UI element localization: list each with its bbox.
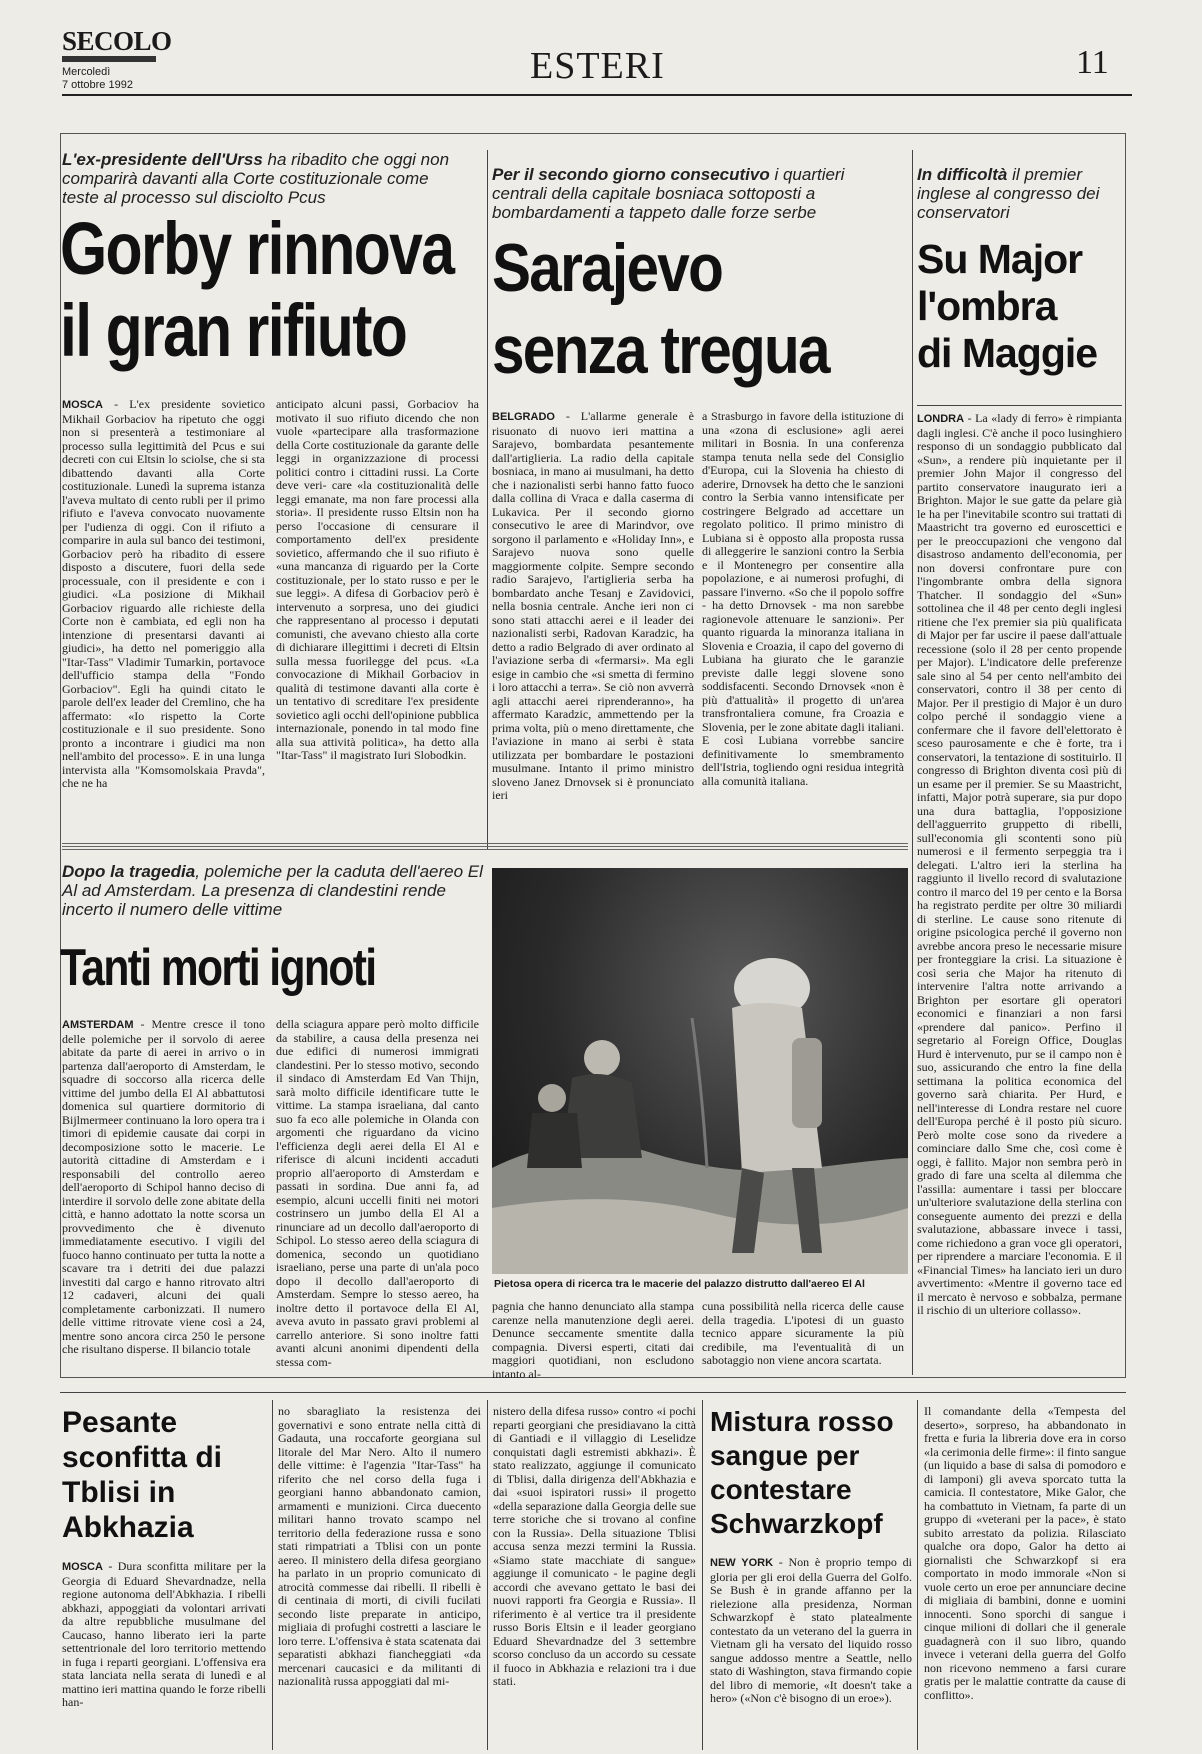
major-body: LONDRA - La «lady di ferro» è rimpianta dagli inglesi. C'è anche il poco lusinghiero responso di un sondaggio pubblicato dal «Sun», a rendere più inquietante per il premier John Major il congresso del partito conservatore inaugurato ieri a Brighton. Major le sue gatte da pelare già le ha per l'inevitabile scontro sui trattati di Maastricht tra governo ed euroscettici e per le preoccupazioni che vengono dal disastroso andamento dell'economia, per non doversi confrontare pure con l'ingombrante ombra della signora Thatcher. Il sondaggio del «Sun» sottolinea che il 48 per cento degli inglesi ritiene che l'ex premier sia più qualificata di Major per far uscire il paese dall'attuale recessione (solo il 28 per cento propende per Major). L'indicatore delle preferenze sale sino al 54 per cento nell'ambito dei conservatori, contro il 38 per cento di Major. Per il prestigio di Major è un duro colpo perché il sondaggio viene a confermare che il favore dell'elettorato è sceso paurosamente e che è forte, tra i conservatori, la tentazione di sostituirlo. Il congresso di Brighton diventa così più di un esame per il premier. Se su Maastricht, infatti, Major potrà superare, sia pur dopo una dura battaglia, l'opposizione dell'agguerrito gruppetto di ribelli, sull'economia gli scontenti sono più numerosi e il fermento serpeggia tra i delegati. L'altro ieri la sterlina ha raggiunto il livello record di svalutazione contro il marco del 19 per cento e la Borsa ha registrato perdite per oltre 30 miliardi di sterline. Le cause sono ritenute di origine psicologica perché il governo non avrebbe ancora preso le necessarie misure per fronteggiare la crisi. La situazione è così seria che Major ha ritenuto di intervenire l'altra notte arrivando a Brighton per esortare gli operatori economici e finanziari a non farsi «prendere dal panico». Perfino il segretario al Foreign Office, Douglas Hurd è intervenuto, pur se il campo non è suo, assicurando che entro la fine della settimana la politica economica del governo sarà chiarita. Per Hurd, e nell'interesse di Londra restare nel cuore dell'Europa perché è il posto più sicuro. Però molte cose sono da rivedere a cominciare dallo Sme che, così come è oggi, è fallito. Major non sembra però in grado di fare una scelta al dilemma che l'assilla: aumentare i tassi per bloccare un'ulteriore svalutazione della sterlina con conseguente aumento dei prezzi e della svalutazione, abbassare invece i tassi, come richiedono a gran voce gli operatori, per riprendere a marciare l'economia. E il «Financial Times» ha lanciato ieri un duro avvertimento: «Mentre il governo tace ed il mercato è nervoso e sobbalza, permane il rischio di un ulteriore collasso». <box>917 411 1122 1317</box>
amsterdam-headline: Tanti morti ignoti <box>60 939 376 997</box>
column-divider <box>487 1400 488 1750</box>
gorby-kicker: L'ex-presidente dell'Urss ha ribadito che oggi non comparirà davanti alla Corte costituzionale come teste al processo sul disciolto Pcus <box>62 150 450 207</box>
column-divider <box>917 1400 918 1750</box>
sarajevo-body-col1: BELGRADO - L'allarme generale è risuonato di nuovo ieri mattina a Sarajevo, bombardata pesantemente dall'artiglieria. La radio della capitale bosniaca, in mano ai musulmani, ha detto che i nazionalisti serbi hanno fatto fuoco dalla collina di Vraca e dalla caserma di Lukavica. Per il secondo giorno consecutivo le aree di Marindvor, ove sorgono il parlamento e «Holiday Inn», e Sarajevo nuova sono quelle maggiormente colpite. Sempre secondo radio Sarajevo, l'artiglieria serba ha bombardato anche Tesanj e Zavidovici, nella bosnia centrale. Anche ieri non ci sono stati attacchi aerei e il leader dei nazionalisti serbi, Radovan Karadzic, ha detto a radio Belgrado di aver ordinato al l'aviazione serba di «fermarsi». Ma egli esige in cambio che «si smetta di fermino i loro attacchi a terra». Se ciò non avverrà agli attacchi aerei riprenderanno», ha affermato Karadzic, ammettendo per la prima volta, più o meno direttamente, che l'aviazione in mano ai serbi è stata utilizzata per bombardare le postazioni musulmane. Intanto il primo ministro sloveno Janez Drnovsek si è pronunciato ieri <box>492 409 694 802</box>
major-headline-line2: l'ombra <box>917 283 1057 329</box>
amsterdam-body-col3: pagnia che hanno denunciato alla stampa carenze nella manutenzione degli aerei. Denunce seccamente smentite dalla compagnia. Diversi esperti, citati dai maggiori quotidiani, non escludono intanto al- <box>492 1299 694 1381</box>
sarajevo-headline-line2: senza tregua <box>492 312 829 388</box>
tblisi-body-col2: no sbaragliato la resistenza dei governativi e sono entrate nella città di Gadauta, una roccaforte georgiana sul litorale del Mar Nero. Alto il numero delle vittime: è l'agenzia "Itar-Tass" ha riferito che nel corso della fuga i georgiani hanno abbandonato camion, armamenti e munizioni. Circa duecento militari hanno trovato scampo nel territorio della federazione russa e sono stati rimpatriati a Tblisi con un ponte aereo. Il ministero della difesa georgiano ha parlato in un proprio comunicato di atrocità commesse dai ribelli. Il ribelli è di centinaia di morti, di civili fucilati secondo liste preparate in anticipo, migliaia di profughi costretti a lasciare le loro terre. L'offensiva è stata scatenata dai separatisti abkhazi fiancheggiati «da mercenari caucasici e da militanti di nazionalità russa appoggiati dal mi- <box>278 1404 481 1688</box>
amsterdam-kicker: Dopo la tragedia, polemiche per la caduta dell'aereo El Al ad Amsterdam. La presenza di clandestini rende incerto il numero delle vittime <box>62 862 483 919</box>
tblisi-headline: Pesante sconfitta di Tblisi in Abkhazia <box>62 1406 223 1544</box>
column-divider <box>912 150 913 1375</box>
sarajevo-headline-line1: Sarajevo <box>492 230 723 306</box>
schwarzkopf-body-col1: NEW YORK - Non è proprio tempo di gloria per gli eroi della Guerra del Golfo. Se Bush è in grande affanno per la rielezione alla presidenza, Norman Schwarzkopf è stato platealmente contestato da un veterano del la guerra in Vietnam gli ha versato del liquido rosso sangue addosso mentre a Seattle, nello stato di Washington, stava firmando copie del libro di memorie, «It doesn't take a hero» («Non c'è bisogno di un eroe»). <box>710 1555 912 1705</box>
sarajevo-body-col2: a Strasburgo in favore della istituzione di una «zona di esclusione» agli aerei militari in Bosnia. In una conferenza stampa tenuta nella sede del Consiglio d'Europa, cui la Slovenia ha chiesto di aderire, Drnovsek ha detto che le sanzioni contro la Serbia vanno intensificate per costringere Belgrado ad accettare un regolato politico. Il primo ministro di Lubiana si è opposto alla proposta russa di alleggerire le sanzioni contro la Serbia e il Montenegro per consentire alla popolazione, e ai numerosi profughi, di passare l'inverno. «So che il popolo soffre - ha detto Drnovsek - ma non sarebbe ragionevole attenuare le sanzioni». Per quanto riguarda la minoranza italiana in Slovenia e Croazia, il capo del governo di Lubiana ha giurato che le garanzie previste dalle leggi slovene sono soddisfacenti. Secondo Drnovsek «non è più d'attualità» il progetto di un'area transfrontaliera comune, fra Croazia e Slovenia, per le zone abitate dagli italiani. E così Lubiana vorrebbe sancire definitivamente lo smembramento dell'Istria, togliendo ogni residua integrità alla comunità italiana. <box>702 409 904 788</box>
schwarzkopf-headline: Mistura rosso sangue per contestare Schwarzkopf <box>710 1406 894 1539</box>
schwarzkopf-body-col2: Il comandante della «Tempesta del deserto», sorpreso, ha abbandonato in fretta e furia la libreria dove era in corso «la cerimonia delle firme»: il finto sangue (un liquido a base di salsa di pomodoro e di lamponi) gli aveva sporcato tutta la camicia. Il contestatore, Mike Galor, che ha combattuto in Vietnam, fa parte di un gruppo di «veterani per la pace», è stato subito arrestato da polizia. Rilasciato qualche ora dopo, Galor ha detto ai giornalisti che Schwarzkopf si era comportato in modo immorale «Non si vuole certo un eroe per annunciare decine di migliaia di bambini, donne e uomini innocenti. Sono sporchi di sangue i cinque milioni di dollari che il generale guadagnerà con il suo libro, quando invece i veterani della guerra del Golfo non ricevono nemmeno a farsi curare gratis per le malattie contratte da cause di conflitto». <box>924 1404 1126 1702</box>
sarajevo-kicker: Per il secondo giorno consecutivo i quartieri centrali della capitale bosniaca sottoposti a bombardamenti a tappeto dalle forze serbe <box>492 165 845 222</box>
section-title: ESTERI <box>530 45 665 87</box>
rescue-scene-illustration <box>492 868 908 1274</box>
page-number: 11 <box>1076 44 1109 81</box>
gorby-body-col2: anticipato alcuni passi, Gorbaciov ha motivato il suo rifiuto dicendo che non vuole «partecipare alla trasformazione della Corte costituzionale da garante delle leggi in organizzazione di processi politici contro i cittadini russi. La Corte deve veri- care «la costituzionalità delle leggi emanate, ma non fare processi alla storia». Il presidente russo Eltsin non ha perso l'occasione di censurare il comportamento dell'ex presidente sovietico, affermando che il suo rifiuto è «una mancanza di riguardo per la Corte costituzionale, per lo stato russo e per le sue leggi». A difesa di Gorbaciov però è intervenuto a sorpresa, uno dei giudici che rappresentano al processo i deputati comunisti, che avevano chiesto alla corte di dichiarare illegittimi i decreti di Eltsin sulla messa fuorilegge del pcus. «La convocazione di Mikhail Gorbaciov in qualità di testimone davanti alla corte è un tentativo di screditare l'ex presidente sovietico agli occhi dell'opinione pubblica internazionale, ponendo in tal modo fine alla sua attività politica», ha detto alla "Itar-Tass" il magistrato Iuri Slobodkin. <box>276 397 479 762</box>
major-kicker: In difficoltà il premier inglese al congresso dei conservatori <box>917 165 1100 222</box>
issue-date: 7 ottobre 1992 <box>62 79 133 91</box>
masthead <box>0 0 1202 95</box>
tblisi-dateline: MOSCA <box>62 1561 103 1573</box>
column-divider <box>272 1400 273 1750</box>
gorby-headline-line2: il gran rifiuto <box>60 289 407 372</box>
photo-caption: Pietosa opera di ricerca tra le macerie del palazzo distrutto dall'aereo El Al <box>494 1278 865 1290</box>
gorby-body-col1: MOSCA - L'ex presidente sovietico Mikhail Gorbaciov ha ripetuto che oggi non si presenterà a testimoniare al processo sulla legittimità del Pcus e sui decreti con cui Eltsin lo sciolse, che si sta dibattendo davanti alla Corte costituzionale. Lunedì la suprema istanza l'aveva multato di cento rubli per il primo rifiuto e l'aveva convocato nuovamente per l'udienza di oggi. Con il rifiuto a comparire in aula sul banco dei testimoni, Gorbaciov però ha ribadito di essere disposto a discutere, fuori della sede processuale, con il presidente e con i giudici. «La posizione di Mikhail Gorbaciov riguardo alle richieste della Corte non è cambiata, ed egli non ha intenzione di presentarsi davanti ai giudici», ha detto nel pomeriggio alla "Itar-Tass" Vladimir Tumarkin, portavoce dell'ufficio stampa della "Fondo Gorbaciov". Egli ha quindi citato le parole dell'ex leader del Cremlino, che ha affermato: «Io rispetto la Corte costituzionale e il suo presidente. Sono pronto a incontrare i giudici ma non nell'ambito del processo». E in una lunga intervista alla "Komsomolskaia Pravda", che ne ha <box>62 397 265 790</box>
column-divider <box>487 150 488 850</box>
tblisi-body-col1: MOSCA - Dura sconfitta militare per la Georgia di Eduard Shevardnadze, nella regione autonoma dell'Abkhazia. I ribelli abkhazi, appoggiati da volontari arrivati da altre repubbliche musulmane del Caucaso, hanno liberato ieri la parte settentrionale del loro territorio mettendo in fuga i reparti georgiani. L'offensiva era stata lanciata nella serata di lunedì e al mattino ieri mattina quando le forze ribelli han- <box>62 1559 266 1709</box>
amsterdam-body-col4: cuna possibilità nella ricerca delle cause della tragedia. L'ipotesi di un guasto tecnico appare sicuramente la più credibile, ma l'eventualità di un sabotaggio non viene ancora scartata. <box>702 1299 904 1367</box>
schwarzkopf-dateline: NEW YORK <box>710 1557 774 1569</box>
column-divider <box>702 1400 703 1750</box>
major-dateline: LONDRA <box>917 413 965 425</box>
tblisi-body-col3: nistero della difesa russo» contro «i pochi reparti georgiani che presidiavano la città di Gantiadi e il villaggio di Leselidze conquistati dagli estremisti abkhazi». È stato realizzato, aggiunge il comunicato di Tblisi, dalla dirigenza dell'Abkhazia e dai «suoi ispiratori russi» il progetto «della separazione dalla Georgia delle sue terre storiche che si trovano al confine con la Russia». Della situazione Tblisi accusa senza mezzi termini la Russia. «Siamo state macchiate di sangue» aggiunge il comunicato - le pagine degli accordi che avevano gettato le basi dei nuovi rapporti fra Georgia e Russia». Il riferimento è al vertice tra il presidente russo Boris Eltsin e il leader georgiano Eduard Shevardnadze del 3 settembre scorso concluso da un accordo su cessate il fuoco in Abkhazia e relazioni tra i due stati. <box>493 1404 696 1688</box>
section-divider <box>62 842 908 850</box>
gorby-dateline: MOSCA <box>62 399 103 411</box>
major-headline <box>917 236 1122 377</box>
issue-day: Mercoledì <box>62 66 111 78</box>
amsterdam-body-col2: della sciagura appare però molto difficile da stabilire, a causa della presenza nei due edifici di numerosi immigrati clandestini. Per lo stesso motivo, secondo il sindaco di Amsterdam Ed Van Thijn, sarà molto difficile identificare tutte le vittime. La stampa israeliana, dal canto suo fa eco alle polemiche in Olanda con argomenti che riguardano da vicino l'efficienza degli aerei della El Al e riferisce di alcuni incidenti accaduti proprio all'aeroporto di Amsterdam e passati in sordina. Due anni fa, ad esempio, alcuni uccelli finiti nei motori costrinsero un jumbo della El Al a rinunciare ad un decollo dall'aeroporto di Schipol. Lo stesso aereo della sciagura di domenica, secondo un quotidiano israeliano, perse una parte di un'ala poco dopo il decollo dall'aeroporto di Amsterdam. Sempre lo stesso aereo, ha inoltre detto il portavoce della El Al, aveva avuto in passato gravi problemi al carrello anteriore. Si sono inoltre fatti avanti alcuni anonimi dipendenti della stessa com- <box>276 1017 479 1369</box>
newspaper-logo: SECOLO <box>62 26 172 56</box>
major-headline-line3: di Maggie <box>917 330 1098 376</box>
amsterdam-body-col1: AMSTERDAM - Mentre cresce il tono delle polemiche per il sorvolo di aeree abitate da parte di aerei in arrivo o in partenza dall'aeroporto di Amsterdam, le squadre di soccorso alla ricerca delle vittime del jumbo della El Al abbattutosi domenica sul quartiere dormitorio di Bijlmermeer continuano la loro opera tra i timori di epidemie causate dai corpi in decomposizione sotto le macerie. Le autorità cittadine di Amsterdam e i responsabili del controllo aereo dell'aeroporto di Schipol hanno deciso di interdire il sorvolo delle zone abitate della città, e hanno adottato la notte scorsa un provvedimento che è divenuto immediatamente esecutivo. I vigili del fuoco hanno continuato per tutta la notte a scavare tra i detriti dei due palazzi investiti dal cargo e hanno ritrovato altri 12 cadaveri, alcuni dei quali completamente carbonizzati. Il numero delle vittime ritrovate viene così a 24, mentre sono ancora circa 250 le persone che risultano disperse. Il bilancio totale <box>62 1017 265 1356</box>
bottom-rule <box>60 1392 1126 1393</box>
major-headline-line1: Su Major <box>917 236 1083 282</box>
major-rule <box>917 405 1122 406</box>
sarajevo-dateline: BELGRADO <box>492 411 555 423</box>
masthead-rule <box>62 94 1132 96</box>
rescue-photo <box>492 868 908 1274</box>
amsterdam-dateline: AMSTERDAM <box>62 1019 134 1031</box>
logo-underline <box>62 56 156 62</box>
gorby-headline-line1: Gorby rinnova <box>60 207 454 290</box>
